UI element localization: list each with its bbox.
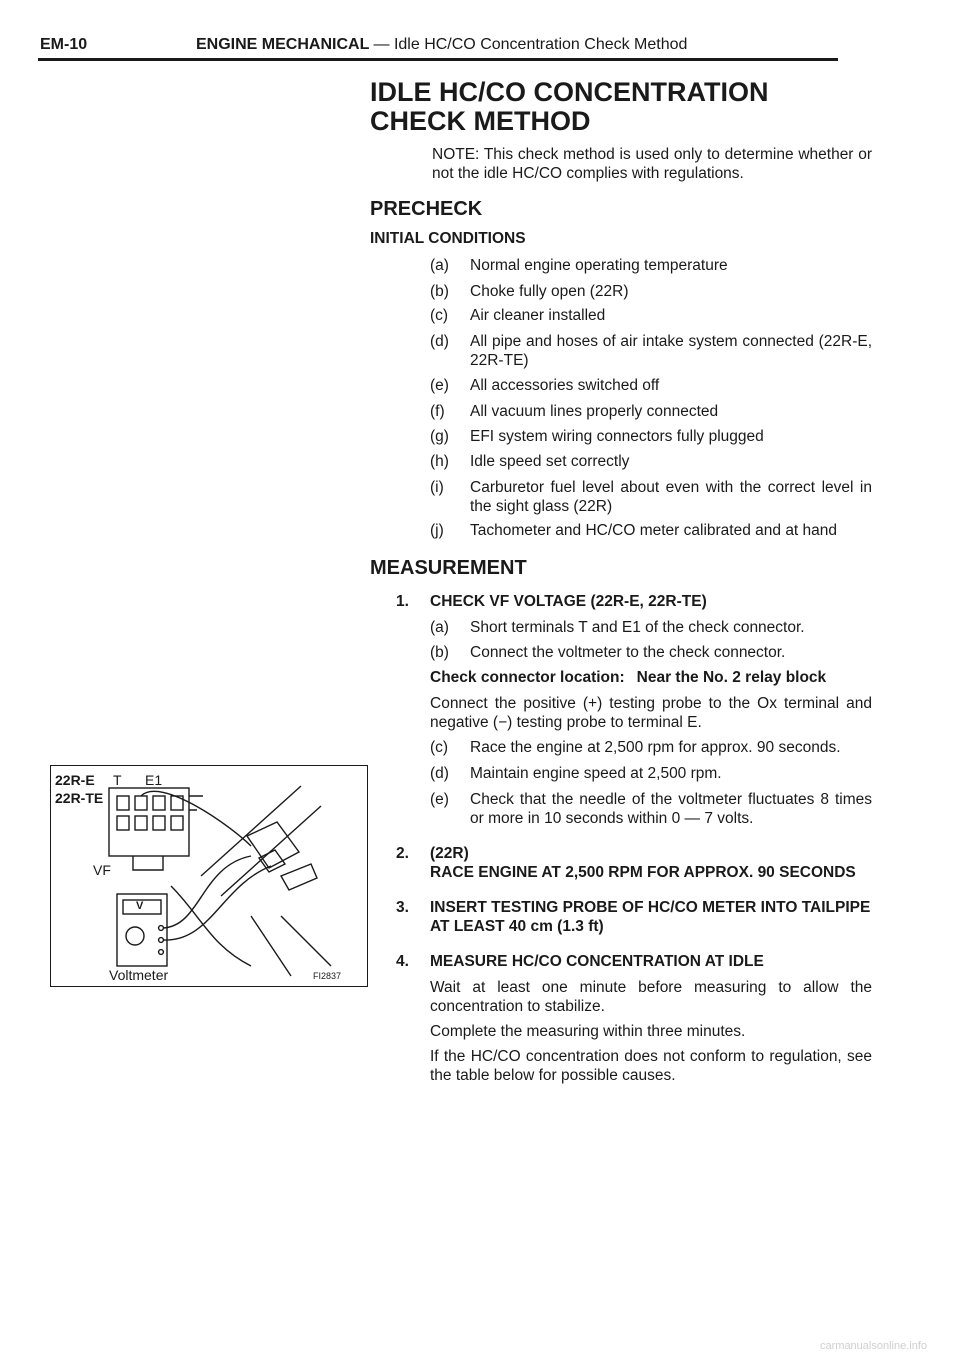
list-item: [430, 427, 872, 446]
item-text: Carburetor fuel level about even with the correct level in the sight glass (22R): [470, 479, 872, 515]
figure-voltmeter-connection: [50, 765, 368, 987]
label-vf: VF: [93, 862, 111, 878]
item-letter: (a): [430, 257, 449, 274]
engine-bay-line: [281, 916, 331, 966]
item-text: All accessories switched off: [470, 377, 660, 394]
item-text: Idle speed set correctly: [470, 453, 630, 470]
relay-block: [281, 864, 317, 890]
item-text: EFI system wiring connectors fully plugged: [470, 428, 764, 445]
connector-pin: [171, 816, 183, 830]
title-line-2: CHECK METHOD: [370, 106, 591, 136]
relay-block: [247, 822, 299, 868]
label-v: V: [136, 900, 144, 912]
title-line-1: IDLE HC/CO CONCENTRATION: [370, 77, 769, 107]
step-4-paragraph-3: If the HC/CO concentration does not conform to regulation, see the table below for possible causes.: [430, 1048, 872, 1084]
step-3-text: INSERT TESTING PROBE OF HC/CO METER INTO TAILPIPE AT LEAST 40 cm (1.3 ft): [430, 899, 871, 935]
step-title: MEASURE HC/CO CONCENTRATION AT IDLE: [430, 953, 764, 970]
watermark: carmanualsonline.info: [820, 1340, 928, 1352]
voltmeter-terminal: [159, 926, 164, 931]
header-title: [196, 36, 687, 54]
connector-pin: [117, 816, 129, 830]
item-text: Normal engine operating temperature: [470, 257, 728, 274]
step-number: 4.: [396, 953, 409, 970]
test-lead: [141, 791, 251, 846]
connector-latch: [133, 856, 163, 870]
item-letter: (d): [430, 333, 449, 350]
voltmeter-terminal: [159, 938, 164, 943]
step-2-heading: [396, 844, 872, 882]
step-number: 1.: [396, 593, 409, 610]
header-rule: [38, 58, 838, 61]
label-t: T: [113, 772, 122, 788]
label-22re: 22R-E: [55, 772, 95, 788]
list-item: [430, 306, 872, 325]
list-item: [430, 790, 872, 828]
note: NOTE: This check method is used only to determine whether or not the idle HC/CO complies with regulations.: [432, 146, 872, 182]
page-title: [370, 78, 769, 136]
step-4-heading: [396, 952, 872, 971]
item-letter: (j): [430, 522, 444, 539]
item-text: Tachometer and HC/CO meter calibrated and at hand: [470, 522, 838, 539]
voltmeter-dial: [126, 927, 144, 945]
header-section: ENGINE MECHANICAL: [196, 36, 370, 53]
connector-pin: [153, 796, 165, 810]
item-text: Check that the needle of the voltmeter fluctuates 8 times or more in 10 seconds within 0 — 7 volts.: [470, 791, 872, 827]
step-3-heading: [396, 898, 872, 936]
list-item: [430, 643, 872, 662]
step-title: CHECK VF VOLTAGE (22R-E, 22R-TE): [430, 593, 707, 610]
item-text: All pipe and hoses of air intake system connected (22R-E, 22R-TE): [470, 333, 872, 369]
item-text: All vacuum lines properly connected: [470, 403, 719, 420]
list-item: [430, 332, 872, 370]
header-dash: —: [373, 36, 390, 53]
list-item: [430, 521, 872, 540]
list-item: [430, 618, 872, 637]
connector-pin: [117, 796, 129, 810]
item-text: Maintain engine speed at 2,500 rpm.: [470, 765, 722, 782]
precheck-heading: PRECHECK: [370, 198, 483, 220]
step-number: 2.: [396, 845, 409, 862]
step-2-line-2: RACE ENGINE AT 2,500 RPM FOR APPROX. 90 SECONDS: [430, 864, 856, 881]
measurement-heading: MEASUREMENT: [370, 557, 527, 579]
step-number: 3.: [396, 899, 409, 916]
figure-code: FI2837: [313, 971, 342, 981]
item-letter: (c): [430, 307, 449, 324]
item-letter: (f): [430, 403, 445, 420]
item-letter: (c): [430, 739, 449, 756]
engine-bay-line: [201, 786, 301, 876]
step-1-heading: [396, 592, 872, 611]
test-lead: [163, 866, 271, 940]
header-subsection: Idle HC/CO Concentration Check Method: [393, 36, 688, 53]
list-item: [430, 256, 872, 275]
initial-conditions-heading: INITIAL CONDITIONS: [370, 230, 526, 247]
list-item: [430, 376, 872, 395]
connector-pin: [153, 816, 165, 830]
item-letter: (h): [430, 453, 449, 470]
item-letter: (a): [430, 619, 449, 636]
list-item: [430, 402, 872, 421]
item-letter: (b): [430, 283, 449, 300]
item-letter: (b): [430, 644, 449, 661]
item-letter: (e): [430, 377, 449, 394]
step-4-paragraph-1: Wait at least one minute before measuring to allow the concentration to stabilize.: [430, 979, 872, 1015]
list-item: [430, 478, 872, 516]
item-text: Short terminals T and E1 of the check connector.: [470, 619, 805, 636]
step-4-paragraph-2: Complete the measuring within three minutes.: [430, 1023, 746, 1040]
item-text: Air cleaner installed: [470, 307, 606, 324]
location-value: Near the No. 2 relay block: [636, 669, 827, 686]
list-item: [430, 452, 872, 471]
voltmeter-terminal: [159, 950, 164, 955]
item-text: Choke fully open (22R): [470, 283, 629, 300]
check-connector-location: [430, 668, 872, 687]
label-e1: E1: [145, 772, 163, 788]
item-text: Connect the voltmeter to the check connector.: [470, 644, 786, 661]
item-letter: (i): [430, 479, 444, 496]
item-letter: (d): [430, 765, 449, 782]
check-connector-block: [109, 788, 189, 856]
probe-instructions: Connect the positive (+) testing probe to the Ox terminal and negative (−) testing probe to terminal E.: [430, 695, 872, 731]
list-item: [430, 282, 872, 301]
engine-bay-line: [171, 886, 251, 966]
location-label: Check connector location:: [430, 669, 625, 686]
connector-pin: [135, 816, 147, 830]
item-text: Race the engine at 2,500 rpm for approx. 90 seconds.: [470, 739, 841, 756]
page-code: EM-10: [40, 36, 88, 53]
list-item: [430, 738, 872, 757]
step-2-line-1: (22R): [430, 845, 469, 862]
item-letter: (g): [430, 428, 449, 445]
engine-bay-line: [251, 916, 291, 976]
label-voltmeter: Voltmeter: [109, 967, 169, 983]
list-item: [430, 764, 872, 783]
label-22rte: 22R-TE: [55, 790, 104, 806]
item-letter: (e): [430, 791, 449, 808]
connector-pin: [135, 796, 147, 810]
